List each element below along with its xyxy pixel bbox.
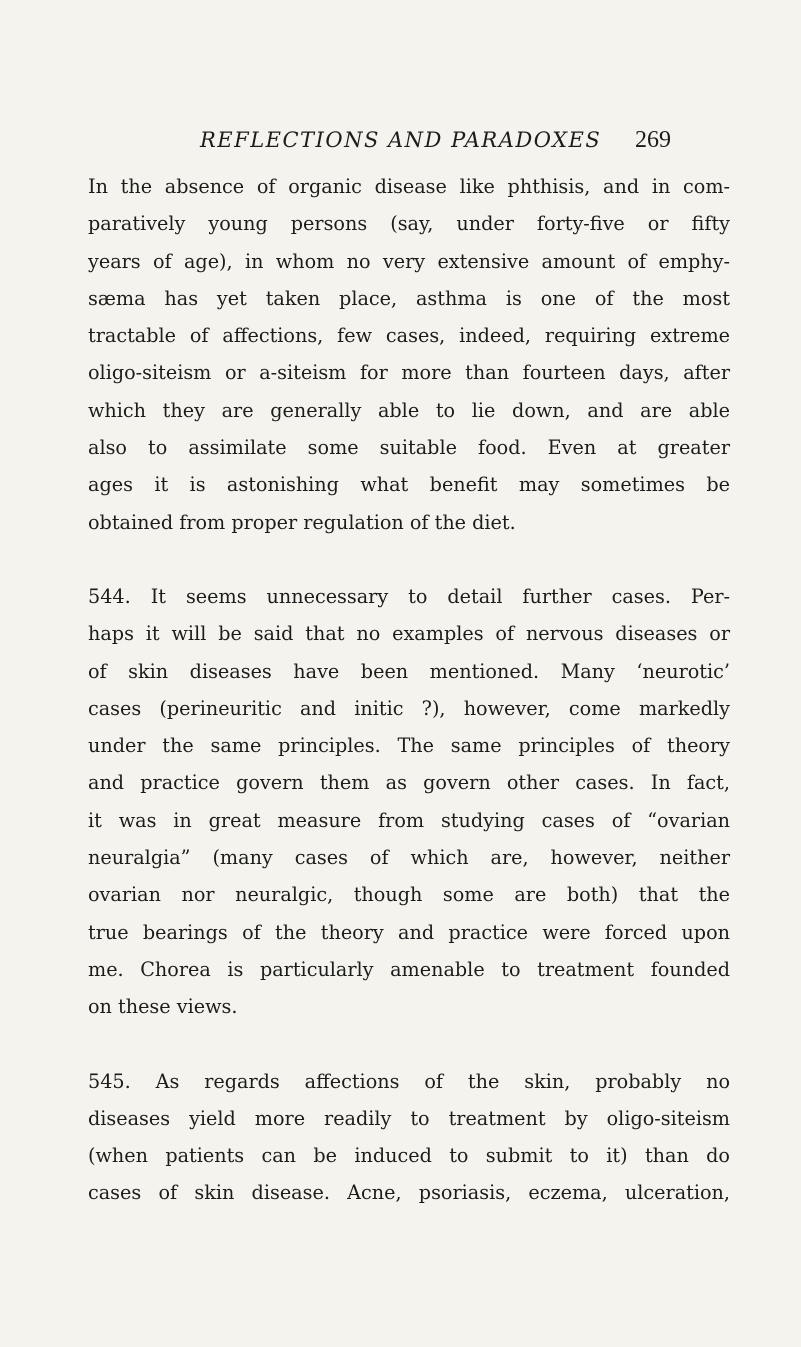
text-line: which they are generally able to lie down, and are able (88, 398, 730, 422)
text-line: diseases yield more readily to treatment by oligo-siteism (88, 1106, 730, 1130)
text-line: and practice govern them as govern other cases. In fact, (88, 771, 730, 795)
text-line: me. Chorea is particularly amenable to treatment founded (88, 957, 730, 981)
paragraph-2 (88, 578, 730, 1026)
text-line: on these views. (88, 995, 238, 1019)
paragraph-3 (88, 1063, 730, 1212)
text-line: cases (perineuritic and initic ?), however, come markedly (88, 696, 730, 720)
text-line: 545. As regards affections of the skin, probably no (88, 1069, 730, 1093)
text-line: it was in great measure from studying cases of “ovarian (88, 808, 730, 832)
text-line: neuralgia” (many cases of which are, however, neither (88, 846, 730, 870)
text-line: ovarian nor neuralgic, though some are both) that the (88, 883, 730, 907)
text-line: obtained from proper regulation of the diet. (88, 510, 516, 534)
text-line: true bearings of the theory and practice were forced upon (88, 920, 730, 944)
text-line: 544. It seems unnecessary to detail further cases. Per- (88, 584, 730, 608)
text-line: years of age), in whom no very extensive amount of emphy- (88, 249, 730, 273)
text-line: (when patients can be induced to submit to it) than do (88, 1144, 730, 1168)
text-line: oligo-siteism or a-siteism for more than fourteen days, after (88, 361, 730, 385)
text-line: tractable of affections, few cases, indeed, requiring extreme (88, 324, 730, 348)
page-number: 269 (635, 127, 671, 153)
body-text (88, 168, 730, 1249)
text-line: haps it will be said that no examples of nervous diseases or (88, 622, 730, 646)
text-line: cases of skin disease. Acne, psoriasis, eczema, ulceration, (88, 1181, 730, 1205)
text-line: ages it is astonishing what benefit may sometimes be (88, 473, 730, 497)
text-line: also to assimilate some suitable food. Even at greater (88, 436, 730, 460)
text-line: under the same principles. The same principles of theory (88, 734, 730, 758)
text-line: of skin diseases have been mentioned. Many ‘neurotic’ (88, 659, 730, 683)
running-title: REFLECTIONS AND PARADOXES (200, 128, 602, 152)
paragraph-1 (88, 168, 730, 541)
text-line: paratively young persons (say, under forty-five or fifty (88, 212, 730, 236)
text-line: sæma has yet taken place, asthma is one of the most (88, 286, 730, 310)
text-line: In the absence of organic disease like phthisis, and in com- (88, 175, 730, 198)
